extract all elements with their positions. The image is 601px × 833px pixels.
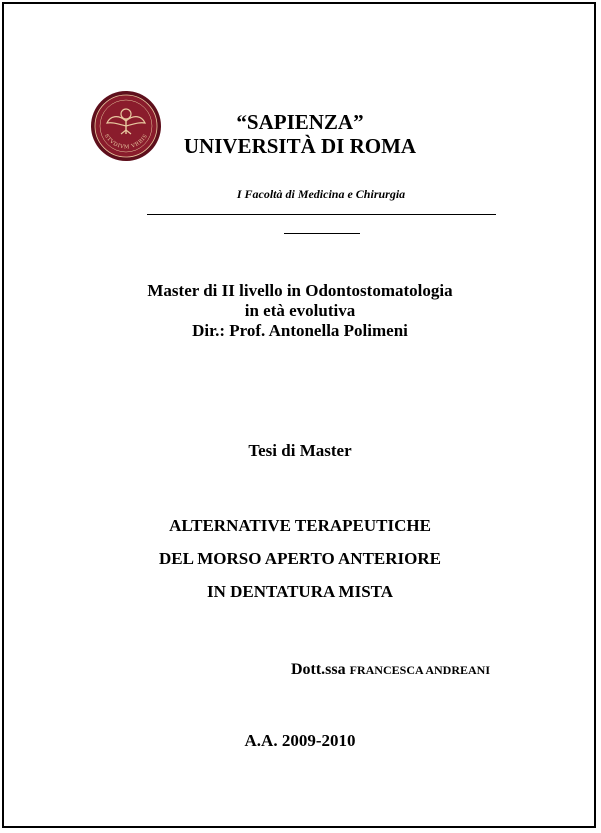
university-quote: “SAPIENZA”: [236, 110, 364, 134]
faculty-name: I Facoltà di Medicina e Chirurgia: [236, 187, 406, 201]
master-program: [60, 281, 540, 341]
thesis-title-line-3: IN DENTATURA MISTA: [206, 582, 394, 601]
university-name: UNIVERSITÀ DI ROMA: [183, 134, 417, 158]
sapienza-seal-logo: [90, 90, 162, 162]
divider-long: [147, 214, 496, 215]
master-line-1: Master di II livello in Odontostomatologia: [147, 281, 453, 300]
svg-text:STVDIVM VRBIS: STVDIVM VRBIS: [102, 133, 150, 151]
master-director: Dir.: Prof. Antonella Polimeni: [192, 321, 408, 340]
master-line-2: in età evolutiva: [244, 301, 356, 320]
author: [150, 660, 490, 680]
divider-short: [284, 233, 360, 234]
author-name: FRANCESCA ANDREANI: [349, 663, 490, 677]
academic-year: A.A. 2009-2010: [244, 731, 356, 750]
thesis-title-line-1: ALTERNATIVE TERAPEUTICHE: [169, 516, 431, 535]
thesis-title: [60, 509, 540, 608]
thesis-title-line-2: DEL MORSO APERTO ANTERIORE: [158, 549, 441, 568]
thesis-type: Tesi di Master: [248, 441, 352, 460]
author-prefix: Dott.ssa: [290, 661, 346, 678]
